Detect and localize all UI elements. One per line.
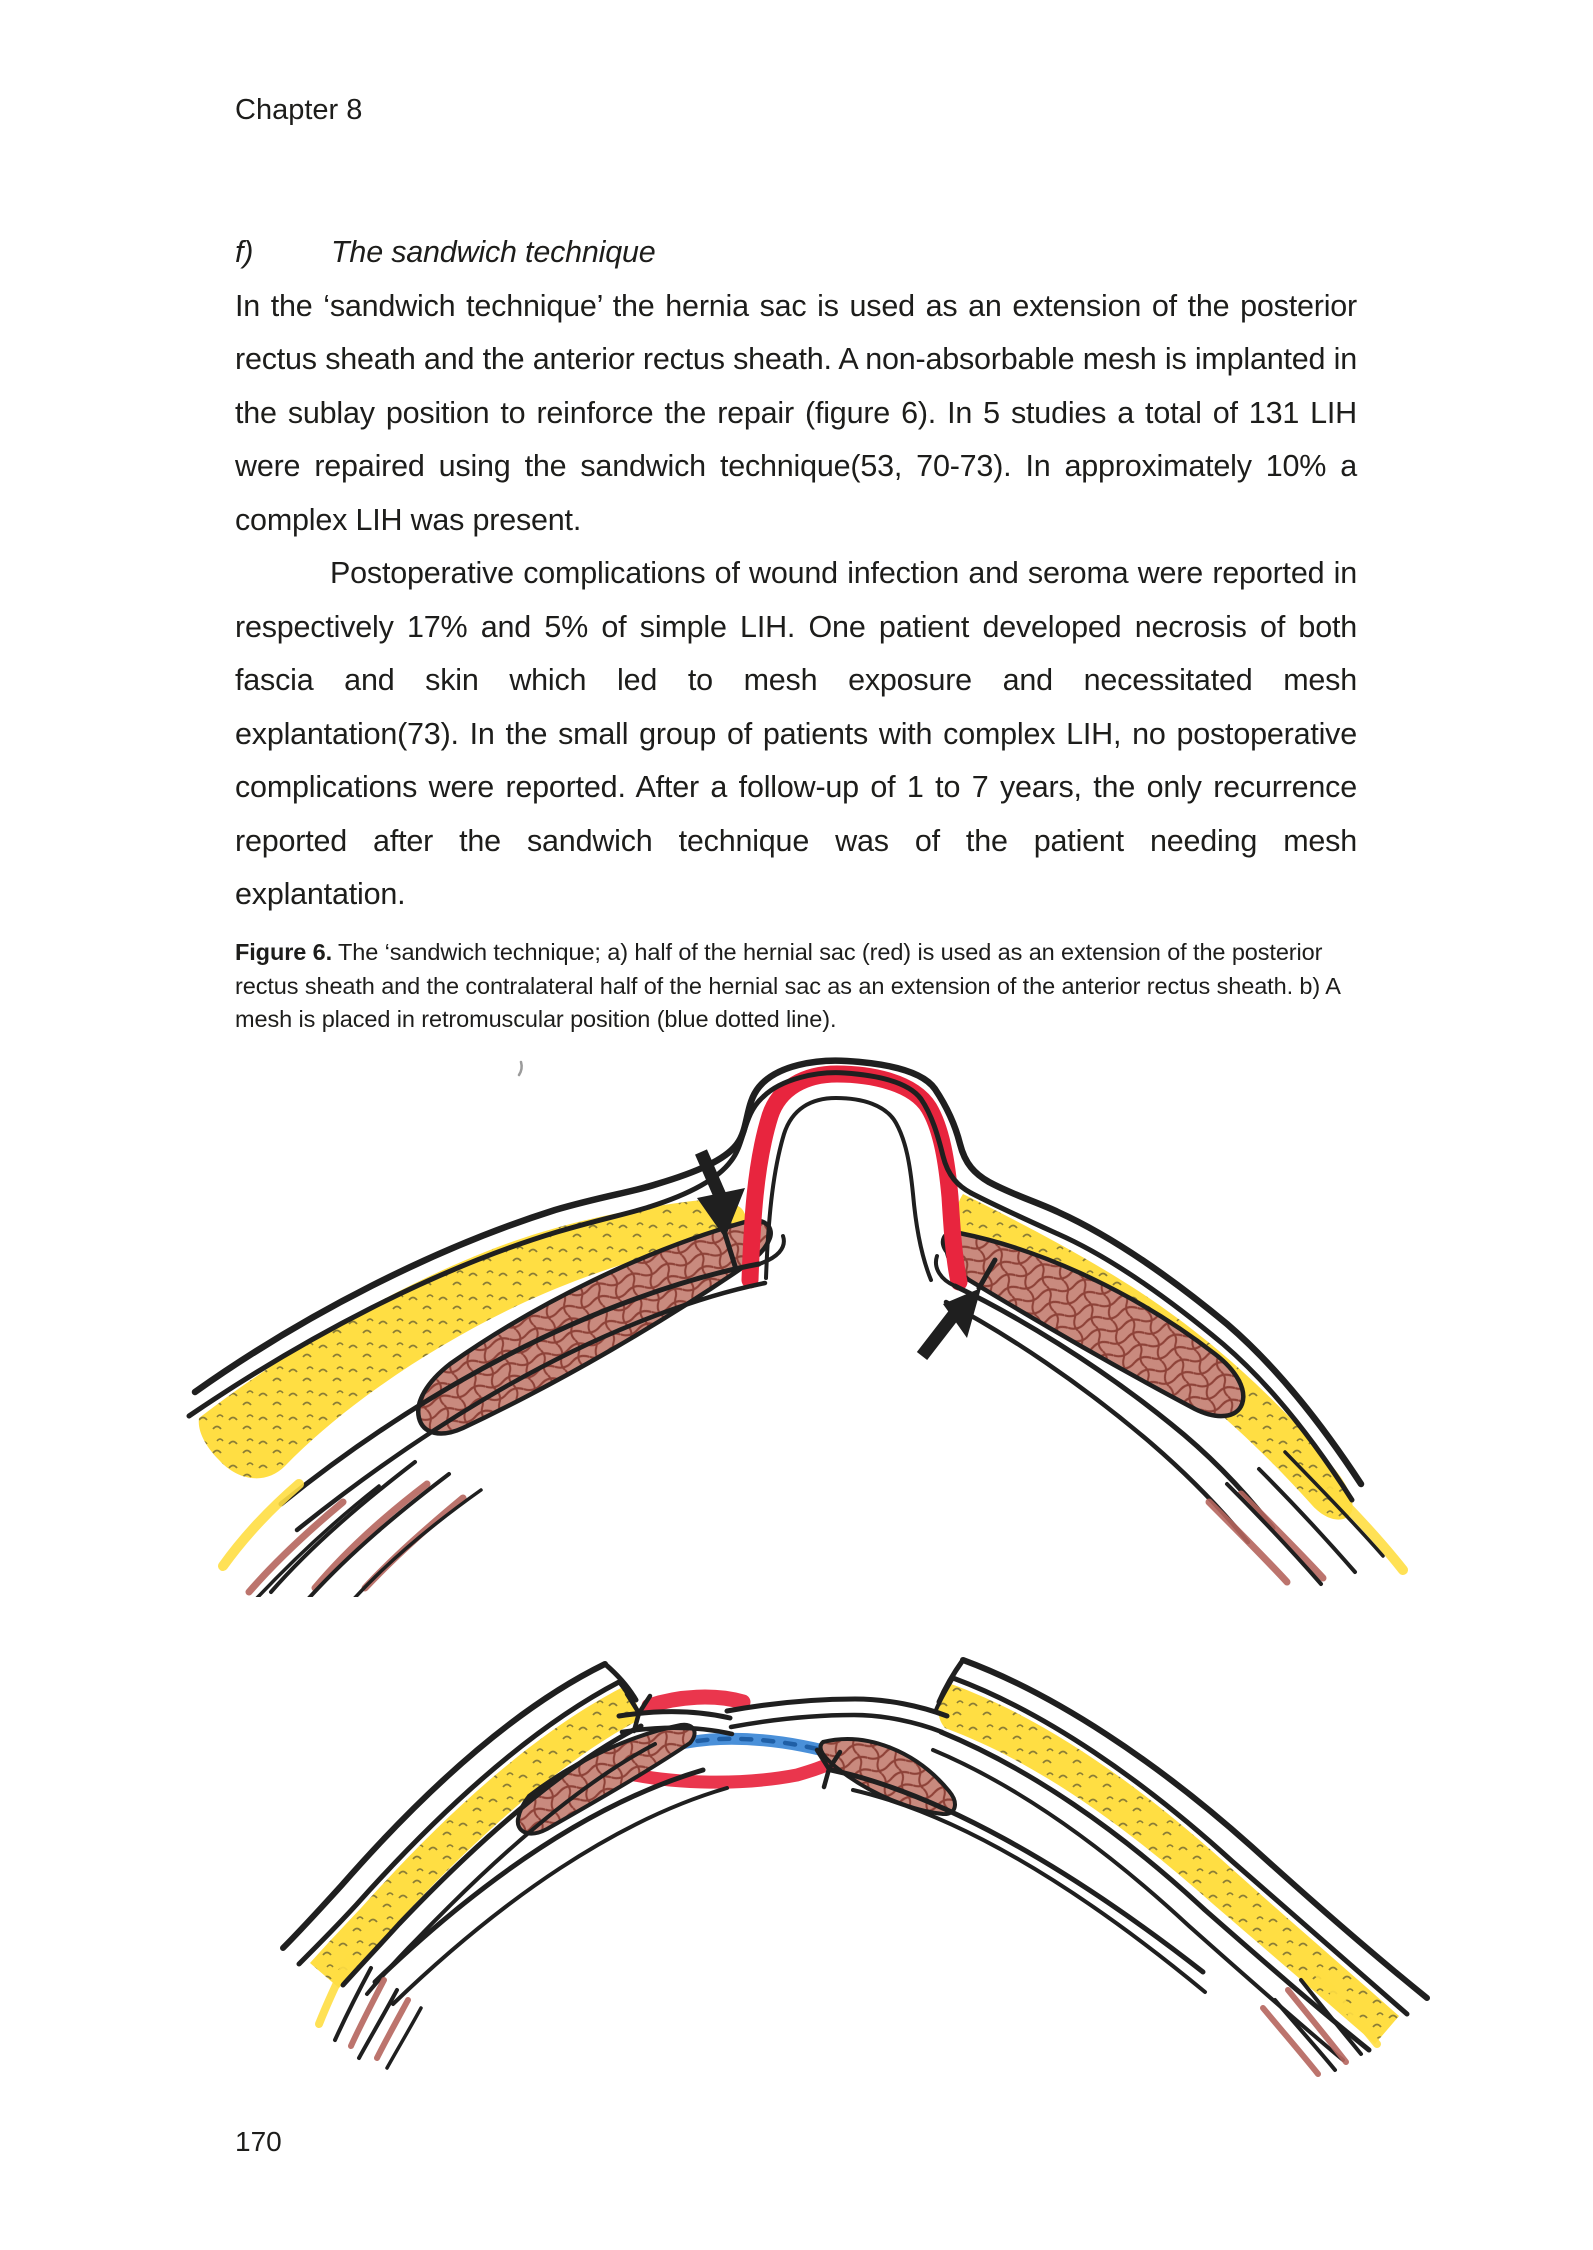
muscle-fibre-ends-right [1209,1452,1403,1584]
section-title: The sandwich technique [331,235,656,269]
paragraph-1: In the ‘sandwich technique’ the hernia sac is used as an extension of the posterior rectus sheath and the anterior rectus sheath. A non-absorbable mesh is implanted in the sublay position to reinforce the repair (figure 6). In 5 studies a total of 131 LIH were repaired using the sandwich technique(53, 70-73). In approximately 10% a complex LIH was present. [235,288,1357,537]
body-text [235,226,1357,922]
figure-caption-text: The ‘sandwich technique; a) half of the hernial sac (red) is used as an extension of the posterior rectus sheath and the contralateral half of the hernial sac as an extension of the anterior rectus sheath. b) A mesh is placed in retromuscular position (blue dotted line). [235,939,1340,1032]
section-label: f) [235,235,254,269]
sac-half-anterior-red [649,1697,743,1706]
running-header: Chapter 8 [235,94,363,126]
paragraph-2: Postoperative complications of wound infection and seroma were reported in respectively 17% and 5% of simple LIH. One patient developed necrosis of both fascia and skin which led to mesh exposure and necessitated mesh explantation(73). In the small group of patients with complex LIH, no postoperative complications were reported. After a follow-up of 1 to 7 years, the only recurrence reported after the sandwich technique was of the patient needing mesh explantation. [235,556,1357,911]
page-number: 170 [235,2126,282,2157]
figure-caption-label: Figure 6. [235,939,333,965]
stray-pen-mark [519,1062,522,1075]
section-heading [235,226,1357,280]
fat-layer-left [310,1688,639,1988]
skin-and-sheath-outlines [189,1061,1361,1542]
figure-caption [235,936,1363,1037]
figure-6b-illustration [275,1650,1445,2080]
figure-6a-illustration [165,1052,1445,1597]
muscle-fibre-ends-left [223,1462,481,1597]
